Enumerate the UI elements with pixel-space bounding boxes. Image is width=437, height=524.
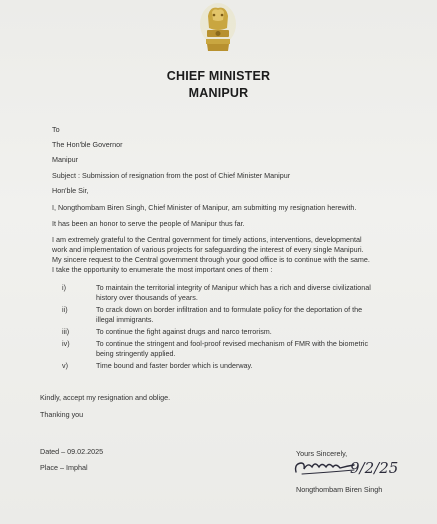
list-item-text: To continue the stringent and fool-proof revised mechanism of FMR with the biometric [96, 339, 369, 348]
list-item-text: To maintain the territorial integrity of Manipur which has a rich and diverse civilizational [96, 283, 371, 292]
to-line: To [52, 125, 60, 134]
yours-sincerely: Yours Sincerely, [296, 449, 348, 458]
handwritten-signature [292, 452, 399, 482]
closing-request: Kindly, accept my resignation and oblige. [40, 393, 171, 402]
state-emblem-icon [194, 2, 242, 58]
list-item-text: illegal immigrants. [96, 315, 154, 324]
list-item-number: v) [62, 361, 68, 370]
list-item-text: To crack down on border infiltration and to formulate policy for the deportation of the [96, 305, 363, 314]
list-item-number: ii) [62, 305, 68, 314]
paragraph-3-line-4: I take the opportunity to enumerate the most important ones of them : [52, 265, 273, 274]
letterhead-subtitle: MANIPUR [188, 86, 249, 100]
list-item-text: To continue the fight against drugs and narco terrorism. [96, 327, 272, 336]
salutation: Hon'ble Sir, [52, 186, 89, 195]
list-item-number: iv) [62, 339, 70, 348]
list-item-number: i) [62, 283, 66, 292]
subject-line: Subject : Submission of resignation from the post of Chief Minister Manipur [52, 171, 291, 180]
paragraph-1: I, Nongthombam Biren Singh, Chief Minister of Manipur, am submitting my resignation herewith. [52, 203, 357, 212]
addressee: The Hon'ble Governor [52, 140, 123, 149]
list-item-text: being stringently applied. [96, 349, 176, 358]
addressee-place: Manipur [52, 155, 78, 164]
list-item-text: history over thousands of years. [96, 293, 198, 302]
list-item-number: iii) [62, 327, 70, 336]
letterhead-title: CHIEF MINISTER [166, 69, 271, 83]
signature-date: 9/2/25 [350, 459, 399, 477]
closing-thanks: Thanking you [40, 410, 84, 419]
paragraph-2: It has been an honor to serve the people of Manipur thus far. [52, 219, 245, 228]
list-item-text: Time bound and faster border which is underway. [96, 361, 253, 370]
signatory-name: Nongthombam Biren Singh [296, 485, 383, 494]
dated-line: Dated – 09.02.2025 [40, 447, 104, 456]
place-line: Place – Imphal [40, 463, 88, 472]
paragraph-3-line-1: I am extremely grateful to the Central government for timely actions, interventions, developmental [52, 235, 362, 244]
paragraph-3-line-2: work and implementation of various projects for safeguarding the interest of every single Manipuri. [52, 245, 364, 254]
paragraph-3-line-3: My sincere request to the Central government through your good office is to continue with the same. [52, 255, 370, 264]
